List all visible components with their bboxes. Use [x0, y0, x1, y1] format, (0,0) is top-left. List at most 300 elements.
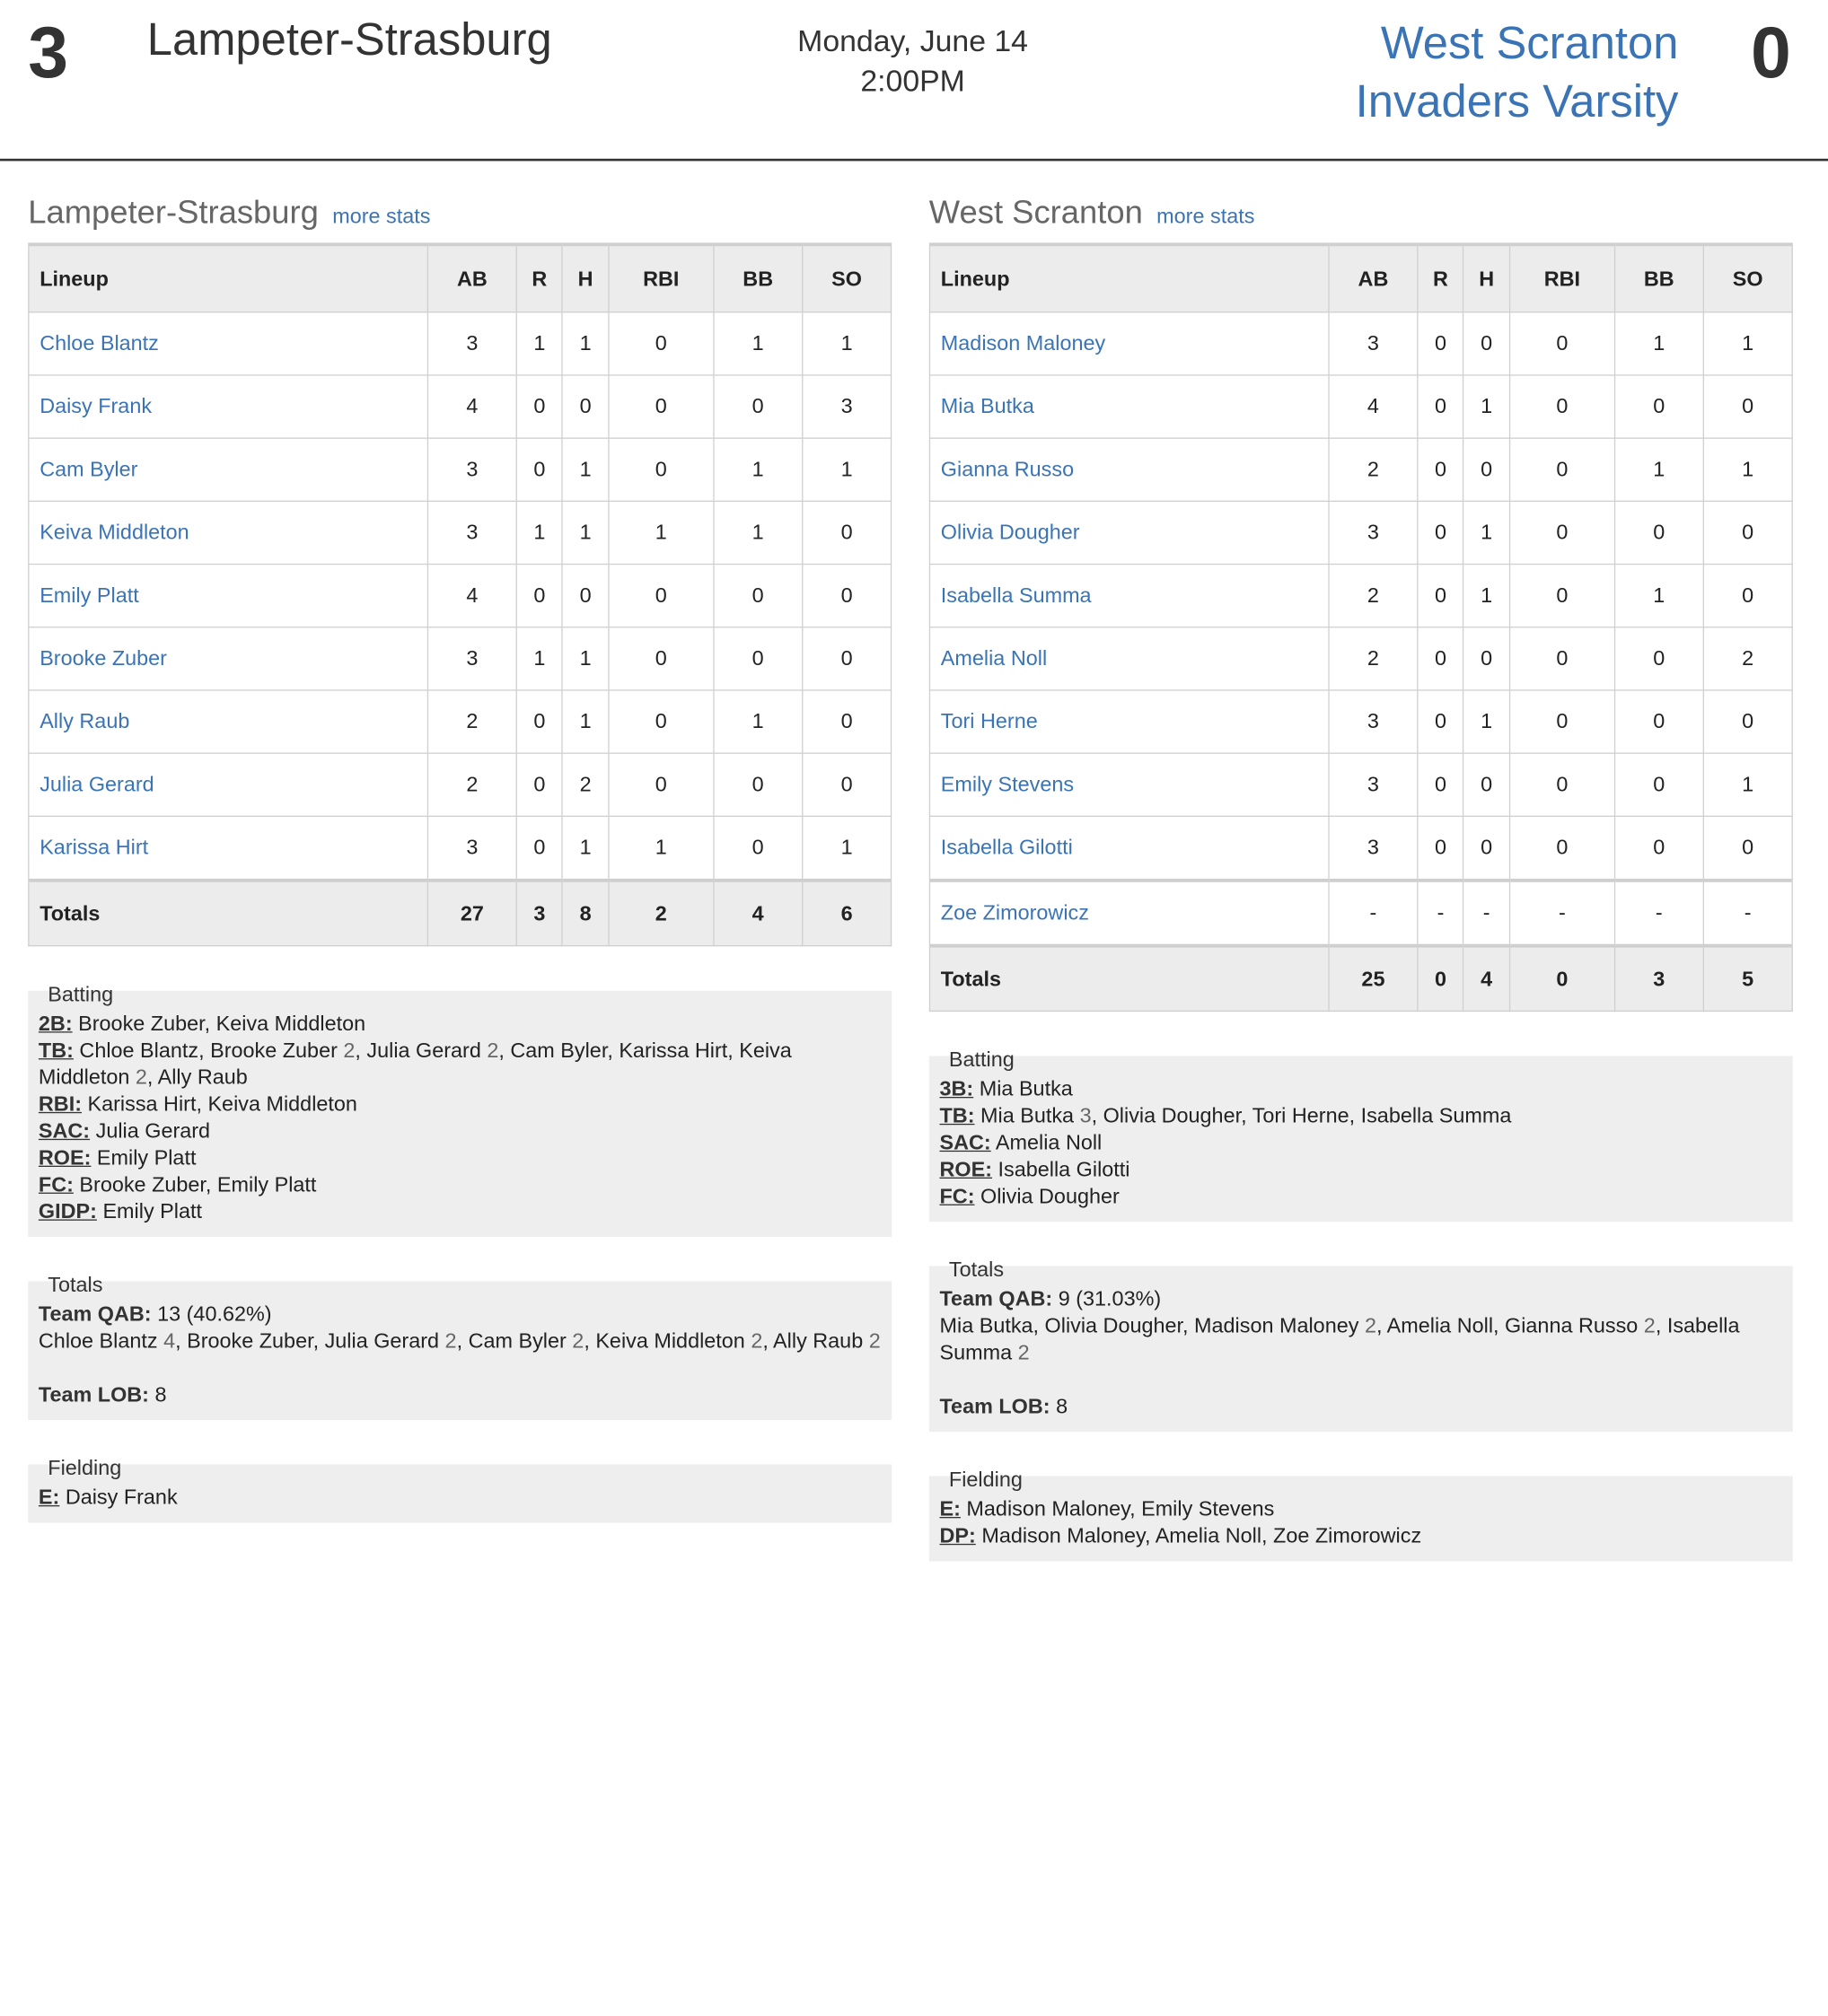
stat-h: 2: [562, 753, 608, 816]
stat-ab: 4: [427, 375, 516, 438]
stat-so: 1: [803, 816, 892, 881]
player-name-link[interactable]: Keiva Middleton: [29, 501, 428, 564]
stat-rbi: 0: [1509, 946, 1614, 1012]
team-qab-value: 13 (40.62%): [157, 1302, 272, 1326]
team-lob-label: Team LOB:: [939, 1394, 1050, 1418]
table-row: [929, 753, 1792, 816]
game-datetime: [747, 21, 1078, 100]
stat-rbi: 0: [1509, 627, 1614, 690]
stat-line: [39, 1485, 882, 1512]
stat-rbi: -: [1509, 881, 1614, 946]
column-header-ab: AB: [1329, 244, 1418, 311]
totals-box: [28, 1267, 892, 1420]
stat-h: 0: [1463, 753, 1509, 816]
column-header-rbi: RBI: [1509, 244, 1614, 311]
stat-so: 2: [1703, 627, 1792, 690]
table-row: [929, 375, 1792, 438]
batting-legend: Batting: [48, 982, 114, 1006]
stat-count: 2: [487, 1039, 499, 1062]
lineup-header: [29, 244, 892, 311]
spacer: [940, 1366, 1783, 1393]
stat-ab: 2: [1329, 565, 1418, 627]
stat-h: 0: [562, 375, 608, 438]
player-name-link[interactable]: Isabella Gilotti: [929, 816, 1329, 881]
stat-players: Julia Gerard: [95, 1118, 211, 1143]
stat-rbi: 2: [609, 881, 714, 946]
stat-so: 1: [1703, 312, 1792, 375]
stat-h: 1: [562, 816, 608, 881]
stat-h: 0: [1463, 312, 1509, 375]
column-header-lineup: Lineup: [29, 244, 428, 311]
stat-so: 5: [1703, 946, 1792, 1012]
stat-players: , Isabella Summa: [939, 1313, 1740, 1364]
stat-ab: 3: [427, 312, 516, 375]
stat-line: [940, 1156, 1783, 1183]
stat-line: [39, 1171, 882, 1198]
column-header-ab: AB: [427, 244, 516, 311]
stat-rbi: 0: [609, 565, 714, 627]
stat-so: 6: [803, 881, 892, 946]
stat-ab: 2: [1329, 438, 1418, 501]
stat-players: Madison Maloney, Amelia Noll, Zoe Zimorowicz: [981, 1523, 1422, 1547]
stat-so: 0: [803, 753, 892, 816]
column-header-bb: BB: [1614, 244, 1703, 311]
stat-players: , Keiva Middleton: [584, 1328, 751, 1353]
table-row: [29, 438, 892, 501]
game-date: Monday, June 14: [797, 23, 1028, 58]
table-row: [929, 881, 1792, 946]
stat-bb: 0: [714, 375, 803, 438]
stat-abbreviation: TB:: [939, 1103, 975, 1127]
stat-r: 0: [516, 565, 562, 627]
stat-so: 0: [803, 690, 892, 753]
header-divider: [0, 159, 1828, 162]
stat-rbi: 1: [609, 816, 714, 881]
column-header-bb: BB: [714, 244, 803, 311]
stat-so: 1: [1703, 753, 1792, 816]
stat-players: Amelia Noll: [995, 1130, 1103, 1154]
home-team-name: Lampeter-Strasburg: [146, 14, 552, 66]
stat-bb: 0: [714, 565, 803, 627]
player-name-link[interactable]: Olivia Dougher: [929, 501, 1329, 564]
player-name-link[interactable]: Amelia Noll: [929, 627, 1329, 690]
stat-abbreviation: GIDP:: [38, 1199, 97, 1223]
stat-count: 2: [1643, 1313, 1656, 1337]
stat-abbreviation: 3B:: [939, 1076, 974, 1100]
stat-r: 0: [516, 438, 562, 501]
stat-r: 0: [1418, 816, 1463, 881]
stat-r: 0: [1418, 375, 1463, 438]
team-qab: [940, 1286, 1783, 1313]
stat-ab: 3: [1329, 312, 1418, 375]
column-header-h: H: [1463, 244, 1509, 311]
stat-so: -: [1703, 881, 1792, 946]
stat-players: Mia Butka: [980, 1103, 1080, 1127]
home-team-panel: [28, 189, 892, 1523]
stat-bb: 1: [714, 312, 803, 375]
stat-players: , Amelia Noll, Gianna Russo: [1375, 1313, 1644, 1337]
stat-players: Mia Butka: [979, 1076, 1073, 1100]
stat-h: 0: [562, 565, 608, 627]
stat-count: 2: [343, 1039, 356, 1062]
fielding-box: [929, 1462, 1793, 1562]
stat-rbi: 0: [1509, 312, 1614, 375]
stat-bb: 0: [1614, 753, 1703, 816]
stat-abbreviation: E:: [939, 1496, 961, 1521]
stat-line: [39, 1198, 882, 1225]
table-row: [929, 312, 1792, 375]
stat-players: , Ally Raub: [146, 1065, 248, 1089]
stat-players: Chloe Blantz, Brooke Zuber: [79, 1039, 344, 1062]
stat-h: 1: [1463, 375, 1509, 438]
batting-box: [929, 1042, 1793, 1222]
stat-players: , Julia Gerard: [355, 1039, 488, 1062]
stat-line: [39, 1091, 882, 1118]
stat-line: [39, 1038, 882, 1091]
stat-rbi: 0: [1509, 690, 1614, 753]
stat-ab: 2: [427, 690, 516, 753]
stat-ab: 3: [1329, 690, 1418, 753]
stat-bb: 0: [1614, 501, 1703, 564]
stat-players: , Brooke Zuber, Julia Gerard: [175, 1328, 445, 1353]
stat-count: 2: [1364, 1313, 1376, 1337]
stat-h: 8: [562, 881, 608, 946]
stat-so: 0: [803, 627, 892, 690]
stat-ab: 3: [1329, 753, 1418, 816]
stat-line: [940, 1103, 1783, 1130]
stat-ab: 2: [427, 753, 516, 816]
stat-r: 3: [516, 881, 562, 946]
stat-ab: 3: [427, 501, 516, 564]
stat-r: 0: [1418, 946, 1463, 1012]
stat-r: 1: [516, 627, 562, 690]
team-lob-label: Team LOB:: [38, 1382, 149, 1407]
stat-bb: 0: [714, 627, 803, 690]
stat-bb: 1: [714, 690, 803, 753]
team-stats-title: [929, 189, 1793, 243]
stat-so: 0: [1703, 501, 1792, 564]
totals-row: [29, 881, 892, 946]
column-header-lineup: Lineup: [929, 244, 1329, 311]
stat-ab: 2: [1329, 627, 1418, 690]
player-name-link[interactable]: Gianna Russo: [929, 438, 1329, 501]
stat-so: 0: [1703, 375, 1792, 438]
stat-so: 0: [1703, 690, 1792, 753]
fielding-legend: Fielding: [48, 1456, 122, 1480]
player-name-link[interactable]: Emily Stevens: [929, 753, 1329, 816]
column-header-r: R: [516, 244, 562, 311]
stat-abbreviation: FC:: [38, 1172, 74, 1196]
stat-so: 3: [803, 375, 892, 438]
stat-ab: 4: [1329, 375, 1418, 438]
column-header-so: SO: [1703, 244, 1792, 311]
stat-players: Brooke Zuber, Keiva Middleton: [78, 1012, 366, 1036]
stat-bb: 0: [1614, 627, 1703, 690]
player-name-link[interactable]: Chloe Blantz: [29, 312, 428, 375]
fielding-legend: Fielding: [948, 1468, 1023, 1492]
stat-h: 4: [1463, 946, 1509, 1012]
stat-so: 0: [803, 565, 892, 627]
stat-h: -: [1463, 881, 1509, 946]
table-row: [29, 627, 892, 690]
stat-count: 2: [572, 1328, 584, 1353]
stat-bb: 0: [1614, 375, 1703, 438]
team-stats-title: [28, 189, 892, 243]
stat-r: 0: [1418, 627, 1463, 690]
team-qab-label: Team QAB:: [38, 1302, 152, 1326]
home-score: 3: [28, 13, 69, 93]
stat-ab: 25: [1329, 946, 1418, 1012]
team-lob: [940, 1393, 1783, 1420]
player-name-link[interactable]: Ally Raub: [29, 690, 428, 753]
stat-ab: 3: [1329, 816, 1418, 881]
stat-bb: 3: [1614, 946, 1703, 1012]
stat-so: 0: [1703, 565, 1792, 627]
player-name-link[interactable]: Isabella Summa: [929, 565, 1329, 627]
stat-r: 0: [1418, 753, 1463, 816]
stat-ab: 3: [427, 438, 516, 501]
away-team-name-line2: Invaders Varsity: [1355, 76, 1679, 127]
more-stats-link[interactable]: more stats: [332, 204, 431, 228]
stat-players: Madison Maloney, Emily Stevens: [966, 1496, 1275, 1521]
table-row: [929, 438, 1792, 501]
stat-rbi: 0: [609, 627, 714, 690]
stat-count: 4: [163, 1328, 176, 1353]
stat-rbi: 0: [609, 690, 714, 753]
away-team-link[interactable]: [1261, 15, 1678, 132]
stat-players: Mia Butka, Olivia Dougher, Madison Maloney: [939, 1313, 1365, 1337]
stat-bb: 1: [714, 501, 803, 564]
lineup-body: [29, 312, 892, 946]
player-name-link[interactable]: Tori Herne: [929, 690, 1329, 753]
stat-r: 0: [1418, 501, 1463, 564]
team-name: Lampeter-Strasburg: [28, 193, 319, 231]
stat-count: 2: [135, 1065, 147, 1089]
more-stats-link[interactable]: more stats: [1156, 204, 1255, 228]
stat-r: 0: [516, 375, 562, 438]
stat-line: [940, 1496, 1783, 1523]
player-name-link[interactable]: Madison Maloney: [929, 312, 1329, 375]
stat-players: , Cam Byler: [456, 1328, 573, 1353]
away-team-name-line1: West Scranton: [1380, 18, 1679, 69]
stat-players: Emily Platt: [96, 1145, 197, 1170]
team-qab-players: [940, 1313, 1783, 1367]
stat-players: Daisy Frank: [65, 1485, 178, 1509]
stat-ab: 3: [427, 627, 516, 690]
totals-legend: Totals: [948, 1258, 1005, 1282]
stat-so: 0: [1703, 816, 1792, 881]
stat-players: Karissa Hirt, Keiva Middleton: [87, 1091, 357, 1116]
stat-rbi: 0: [1509, 753, 1614, 816]
team-name: West Scranton: [928, 193, 1143, 231]
player-name-link[interactable]: Brooke Zuber: [29, 627, 428, 690]
stat-rbi: 1: [609, 501, 714, 564]
stat-r: -: [1418, 881, 1463, 946]
lineup-table: [28, 242, 892, 946]
stat-bb: 0: [1614, 816, 1703, 881]
team-qab-label: Team QAB:: [939, 1286, 1053, 1310]
stat-bb: 0: [714, 753, 803, 816]
stat-r: 0: [1418, 312, 1463, 375]
team-lob-value: 8: [1056, 1394, 1068, 1418]
stat-abbreviation: ROE:: [939, 1157, 992, 1181]
player-name-link[interactable]: Mia Butka: [929, 375, 1329, 438]
away-team-panel: [929, 189, 1793, 1562]
stat-players: Olivia Dougher: [980, 1184, 1120, 1208]
stat-line: [940, 1076, 1783, 1103]
stat-r: 0: [1418, 690, 1463, 753]
stat-players: , Cam Byler, Karissa Hirt, Keiva Middleton: [38, 1039, 792, 1089]
stat-players: , Ally Raub: [762, 1328, 869, 1353]
stat-r: 1: [516, 501, 562, 564]
table-row: [929, 690, 1792, 753]
lineup-header: [929, 244, 1792, 311]
stat-h: 1: [562, 501, 608, 564]
stat-h: 1: [562, 312, 608, 375]
away-score: 0: [1750, 13, 1791, 93]
stat-ab: 4: [427, 565, 516, 627]
stat-players: Brooke Zuber, Emily Platt: [79, 1172, 317, 1196]
stat-rbi: 0: [609, 438, 714, 501]
stat-so: 1: [803, 312, 892, 375]
table-row: [29, 565, 892, 627]
stat-h: 0: [1463, 627, 1509, 690]
totals-label: Totals: [929, 946, 1329, 1012]
stat-bb: 0: [1614, 690, 1703, 753]
stat-bb: 1: [1614, 438, 1703, 501]
lineup-body: [929, 312, 1792, 1012]
header-row: [929, 244, 1792, 311]
table-row: [29, 501, 892, 564]
stat-line: [940, 1129, 1783, 1156]
stat-bb: 4: [714, 881, 803, 946]
player-name-link[interactable]: Julia Gerard: [29, 753, 428, 816]
totals-legend: Totals: [48, 1273, 103, 1297]
stat-ab: 3: [427, 816, 516, 881]
table-row: [29, 816, 892, 881]
stat-players: Chloe Blantz: [38, 1328, 164, 1353]
stat-so: 1: [803, 438, 892, 501]
table-row: [29, 753, 892, 816]
stat-h: 1: [562, 690, 608, 753]
stat-r: 0: [516, 753, 562, 816]
stat-ab: 3: [1329, 501, 1418, 564]
stat-h: 0: [1463, 816, 1509, 881]
stat-abbreviation: E:: [38, 1485, 60, 1509]
stat-line: [39, 1118, 882, 1144]
stat-rbi: 0: [1509, 565, 1614, 627]
stat-rbi: 0: [1509, 501, 1614, 564]
stat-h: 1: [1463, 501, 1509, 564]
stat-line: [39, 1144, 882, 1171]
stat-bb: 1: [714, 438, 803, 501]
column-header-r: R: [1418, 244, 1463, 311]
stat-rbi: 0: [609, 753, 714, 816]
stat-abbreviation: SAC:: [38, 1118, 91, 1143]
player-name-link[interactable]: Emily Platt: [29, 565, 428, 627]
totals-box: [929, 1252, 1793, 1432]
stat-count: 2: [444, 1328, 457, 1353]
stat-r: 0: [1418, 438, 1463, 501]
stat-r: 1: [516, 312, 562, 375]
stat-rbi: 0: [609, 312, 714, 375]
column-header-so: SO: [803, 244, 892, 311]
spacer: [39, 1354, 882, 1381]
stat-h: 1: [1463, 565, 1509, 627]
totals-row: [929, 946, 1792, 1012]
table-row: [929, 501, 1792, 564]
table-row: [29, 690, 892, 753]
stat-players: Emily Platt: [102, 1199, 202, 1223]
stat-abbreviation: FC:: [939, 1184, 975, 1208]
stat-abbreviation: TB:: [38, 1039, 74, 1062]
stat-abbreviation: 2B:: [38, 1012, 73, 1036]
stat-so: 1: [1703, 438, 1792, 501]
table-row: [929, 816, 1792, 881]
fielding-box: [28, 1451, 892, 1523]
player-name-link[interactable]: Cam Byler: [29, 438, 428, 501]
header-row: [29, 244, 892, 311]
stat-count: 2: [868, 1328, 881, 1353]
stat-abbreviation: SAC:: [939, 1130, 991, 1154]
table-row: [929, 627, 1792, 690]
game-time: 2:00PM: [860, 63, 965, 99]
column-header-rbi: RBI: [609, 244, 714, 311]
team-lob: [39, 1381, 882, 1408]
stat-line: [940, 1183, 1783, 1210]
team-qab-players: [39, 1328, 882, 1354]
team-lob-value: 8: [154, 1382, 167, 1407]
stat-bb: 1: [1614, 312, 1703, 375]
player-name-link[interactable]: Zoe Zimorowicz: [929, 881, 1329, 946]
stat-h: 1: [1463, 690, 1509, 753]
stat-count: 3: [1079, 1103, 1092, 1127]
stat-count: 2: [751, 1328, 763, 1353]
table-row: [929, 565, 1792, 627]
player-name-link[interactable]: Daisy Frank: [29, 375, 428, 438]
stat-abbreviation: DP:: [939, 1523, 976, 1547]
team-qab: [39, 1302, 882, 1328]
stat-rbi: 0: [609, 375, 714, 438]
column-header-h: H: [562, 244, 608, 311]
stat-count: 2: [1017, 1340, 1030, 1364]
stat-ab: -: [1329, 881, 1418, 946]
table-row: [29, 375, 892, 438]
table-row: [29, 312, 892, 375]
stat-players: Isabella Gilotti: [997, 1157, 1130, 1181]
stat-bb: 0: [714, 816, 803, 881]
stat-line: [39, 1011, 882, 1038]
team-qab-value: 9 (31.03%): [1058, 1286, 1162, 1310]
player-name-link[interactable]: Karissa Hirt: [29, 816, 428, 881]
stat-abbreviation: ROE:: [38, 1145, 92, 1170]
stat-r: 0: [1418, 565, 1463, 627]
stat-rbi: 0: [1509, 375, 1614, 438]
stat-ab: 27: [427, 881, 516, 946]
stat-bb: -: [1614, 881, 1703, 946]
stat-rbi: 0: [1509, 438, 1614, 501]
stat-h: 1: [562, 627, 608, 690]
stat-abbreviation: RBI:: [38, 1091, 82, 1116]
totals-label: Totals: [29, 881, 428, 946]
stat-bb: 1: [1614, 565, 1703, 627]
stat-so: 0: [803, 501, 892, 564]
stat-rbi: 0: [1509, 816, 1614, 881]
stat-r: 0: [516, 816, 562, 881]
stat-line: [940, 1522, 1783, 1549]
batting-box: [28, 977, 892, 1237]
batting-legend: Batting: [948, 1047, 1015, 1072]
